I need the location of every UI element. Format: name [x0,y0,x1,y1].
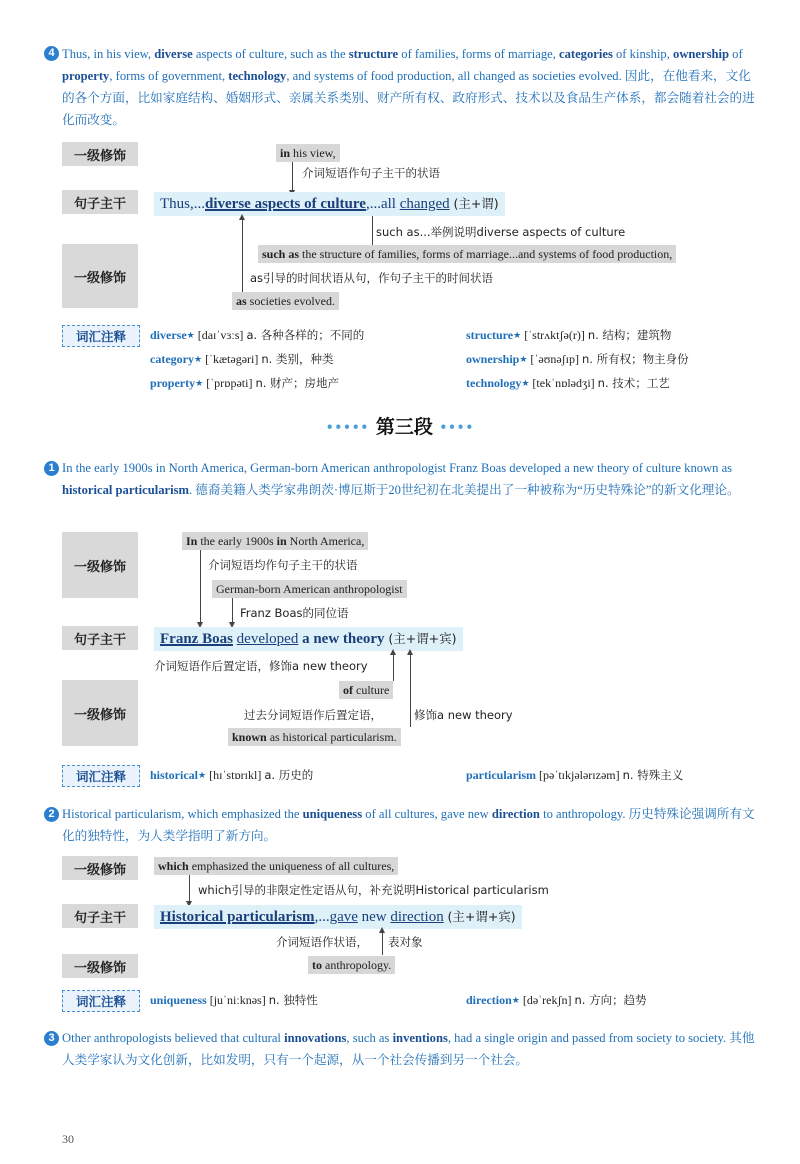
modifier-phrase: such as the structure of families, forms of marriage...and systems of food production, [258,245,676,263]
arrow-up-icon [242,218,243,292]
vocab-entry: technology★ [tekˈnɒlədʒi] n. 技术；工艺 [466,376,670,390]
label-modifier: 一级修饰 [62,142,138,166]
label-main-clause: 句子主干 [62,626,138,650]
paragraph-text: In the early 1900s in North America, German-born American anthropologist Franz Boas developed a new theory of culture known as historical particularism. 德裔美籍人类学家弗朗茨·博厄斯于20世纪初在北美提出了一种被称为“历史特殊论”的新文化理论。 [62,461,740,497]
arrow-up-icon [382,931,383,955]
vocab-label: 词汇注释 [62,325,140,347]
label-modifier: 一级修饰 [62,856,138,880]
vocab-entry: structure★ [ˈstrʌktʃə(r)] n. 结构；建筑物 [466,328,672,342]
grammar-note: which引导的非限定性定语从句，补充说明Historical particularism [198,883,549,897]
paragraph-text: Other anthropologists believed that cultural innovations, such as inventions, had a single origin and passed from society to society. 其他人类学家认为文化创新，比如发明，只有一个起源，从一个社会传播到另一个社会。 [62,1031,755,1067]
modifier-phrase: of culture [339,681,393,699]
vocab-label: 词汇注释 [62,990,140,1012]
grammar-note: 修饰a new theory [414,708,513,722]
grammar-note: 过去分词短语作后置定语， [244,708,382,722]
arrow-up-icon [393,653,394,681]
arrow-up-icon [410,653,411,727]
label-modifier: 一级修饰 [62,954,138,978]
modifier-phrase: known as historical particularism. [228,728,401,746]
grammar-note: such as...举例说明diverse aspects of culture [376,225,626,239]
vocab-entry: direction★ [dəˈrekʃn] n. 方向；趋势 [466,993,647,1007]
sentence-number: 3 [44,1031,59,1046]
vocab-entry: particularism [pəˈtɪkjələrɪzəm] n. 特殊主义 [466,768,684,782]
sentence-number: 1 [44,461,59,476]
paragraph-text: Historical particularism, which emphasized the uniqueness of all cultures, gave new direction to anthropology. 历史特殊论强调所有文化的独特性，为人类学指明了新方向。 [62,807,755,843]
arrow-down-icon [292,162,293,192]
vocab-entry: property★ [ˈprɒpəti] n. 财产；房地产 [150,376,340,390]
sentence-number: 4 [44,46,59,61]
arrow-down-icon [232,598,233,624]
main-clause: Historical particularism,...gave new direction (主+谓+宾) [154,905,522,929]
main-clause: Franz Boas developed a new theory (主+谓+宾) [154,627,463,651]
grammar-note: 介词短语作后置定语，修饰a new theory [154,659,368,673]
modifier-phrase: as societies evolved. [232,292,339,310]
grammar-note: 介词短语作状语， [276,935,368,949]
connector-line [372,216,373,246]
modifier-phrase: In the early 1900s in North America, [182,532,368,550]
grammar-note: as引导的时间状语从句，作句子主干的时间状语 [250,271,494,285]
vocab-entry: ownership★ [ˈəʊnəʃɪp] n. 所有权；物主身份 [466,352,689,366]
label-main-clause: 句子主干 [62,190,138,214]
arrow-down-icon [200,550,201,624]
modifier-phrase: to anthropology. [308,956,395,974]
vocab-entry: category★ [ˈkætəgəri] n. 类别，种类 [150,352,334,366]
main-clause: Thus,...diverse aspects of culture,...all changed (主+谓) [154,192,505,216]
modifier-phrase: in his view, [276,144,340,162]
modifier-phrase: which emphasized the uniqueness of all cultures, [154,857,398,875]
section-heading: ••••• 第三段 •••• [325,416,475,438]
grammar-note: 介词短语均作句子主干的状语 [208,558,358,572]
sentence-number: 2 [44,807,59,822]
grammar-note: Franz Boas的同位语 [240,606,349,620]
vocab-entry: diverse★ [daɪˈvɜːs] a. 各种各样的；不同的 [150,328,365,342]
label-modifier: 一级修饰 [62,244,138,308]
arrow-down-icon [189,875,190,903]
label-main-clause: 句子主干 [62,904,138,928]
label-modifier: 一级修饰 [62,532,138,598]
vocab-entry: historical★ [hɪˈstɒrɪkl] a. 历史的 [150,768,314,782]
vocab-entry: uniqueness [juˈniːknəs] n. 独特性 [150,993,318,1007]
modifier-phrase: German-born American anthropologist [212,580,407,598]
grammar-note: 表对象 [388,935,423,949]
paragraph-text: Thus, in his view, diverse aspects of culture, such as the structure of families, forms of marriage, categories of kinship, ownership of property, forms of government, technology, and systems of food production, all changed as societies evolved. 因此，在他看来，文化的各个方面，比如家庭结构、婚姻形式、亲属关系类别、财产所有权、政府形式、技术以及食品生产体系，都会随着社会的进化而改变。 [62,47,755,127]
label-modifier: 一级修饰 [62,680,138,746]
grammar-note: 介词短语作句子主干的状语 [302,166,440,180]
page-number: 30 [62,1132,74,1146]
vocab-label: 词汇注释 [62,765,140,787]
